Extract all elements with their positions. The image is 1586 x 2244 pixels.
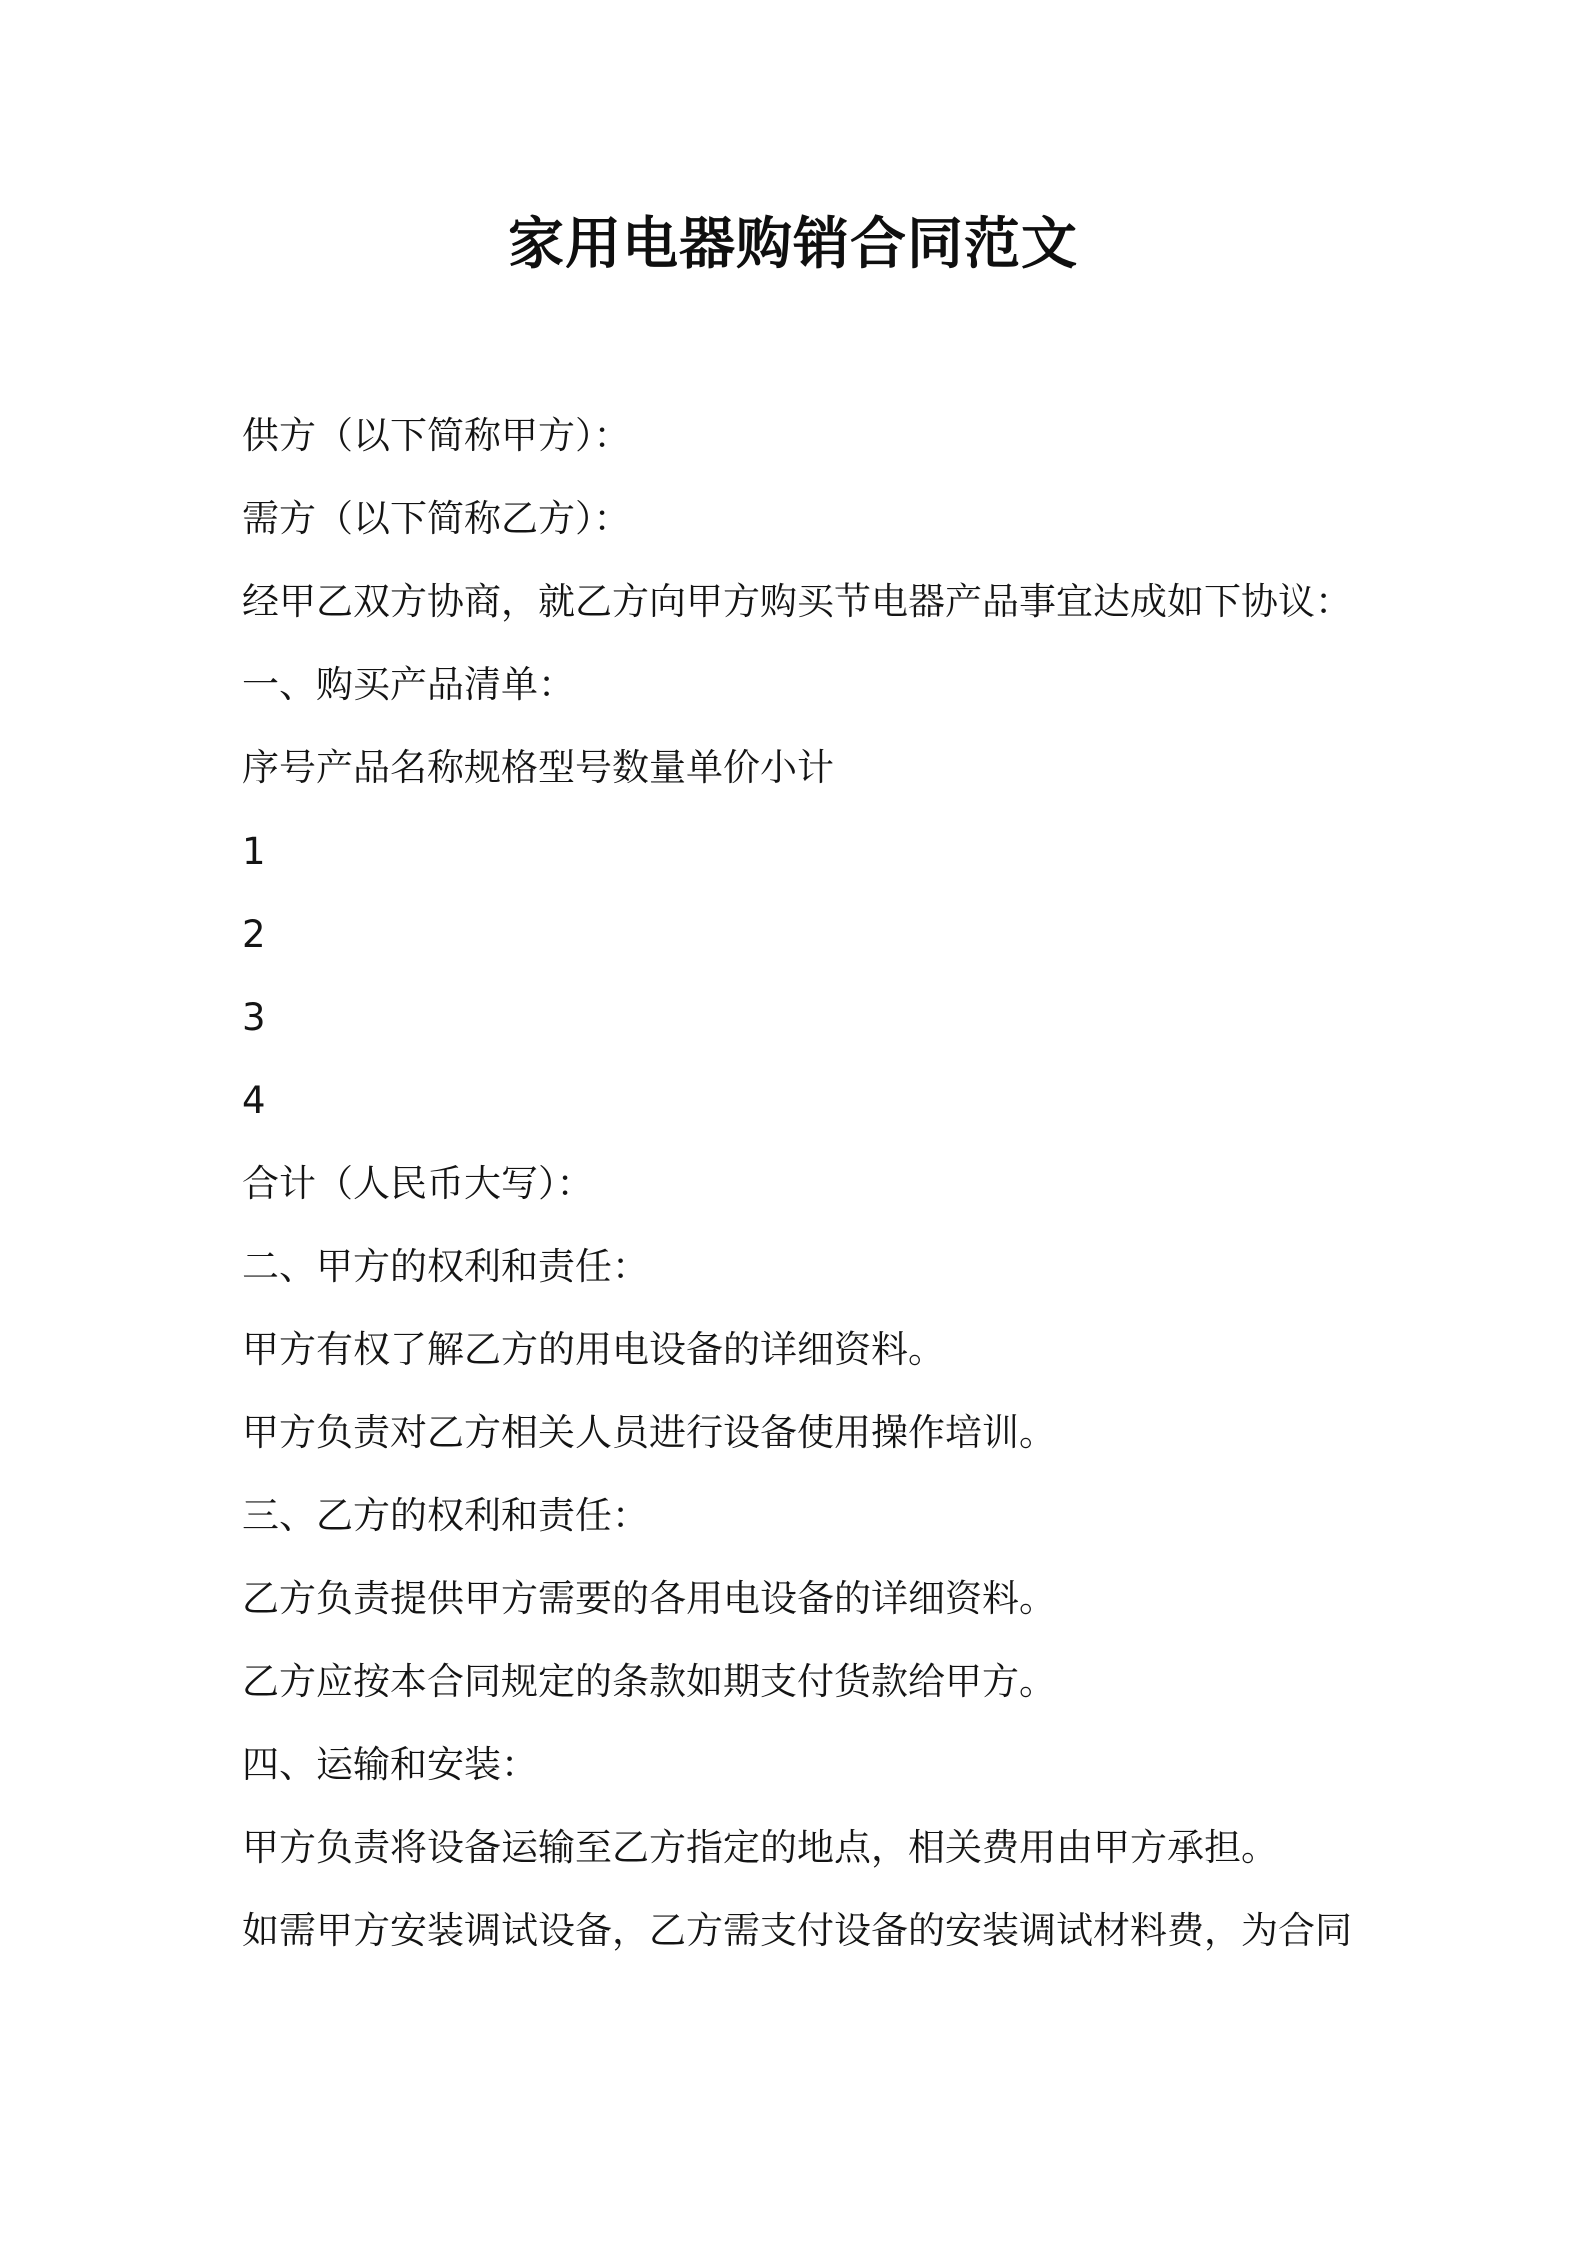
section-1-heading: 一、购买产品清单： (242, 663, 575, 706)
section-3-heading: 三、乙方的权利和责任： (242, 1494, 649, 1537)
buyer-line: 需方（以下简称乙方）： (242, 497, 631, 540)
party-a-clause-2: 甲方负责对乙方相关人员进行设备使用操作培训。 (242, 1411, 1056, 1454)
document-title: 家用电器购销合同范文 (508, 212, 1078, 277)
agreement-intro: 经甲乙双方协商，就乙方向甲方购买节电器产品事宜达成如下协议： (242, 580, 1352, 623)
transport-clause-1: 甲方负责将设备运输至乙方指定的地点，相关费用由甲方承担。 (242, 1826, 1278, 1869)
product-row-1: 1 (242, 830, 266, 873)
product-table-header: 序号产品名称规格型号数量单价小计 (242, 746, 834, 789)
party-b-clause-1: 乙方负责提供甲方需要的各用电设备的详细资料。 (242, 1577, 1056, 1620)
party-a-clause-1: 甲方有权了解乙方的用电设备的详细资料。 (242, 1328, 945, 1371)
party-b-clause-2: 乙方应按本合同规定的条款如期支付货款给甲方。 (242, 1660, 1056, 1703)
product-row-4: 4 (242, 1079, 266, 1122)
transport-clause-2: 如需甲方安装调试设备，乙方需支付设备的安装调试材料费，为合同 (242, 1909, 1352, 1952)
total-line: 合计（人民币大写）： (242, 1162, 594, 1205)
section-4-heading: 四、运输和安装： (242, 1743, 538, 1786)
section-2-heading: 二、甲方的权利和责任： (242, 1245, 649, 1288)
product-row-2: 2 (242, 913, 266, 956)
product-row-3: 3 (242, 996, 266, 1039)
supplier-line: 供方（以下简称甲方）： (242, 414, 631, 457)
